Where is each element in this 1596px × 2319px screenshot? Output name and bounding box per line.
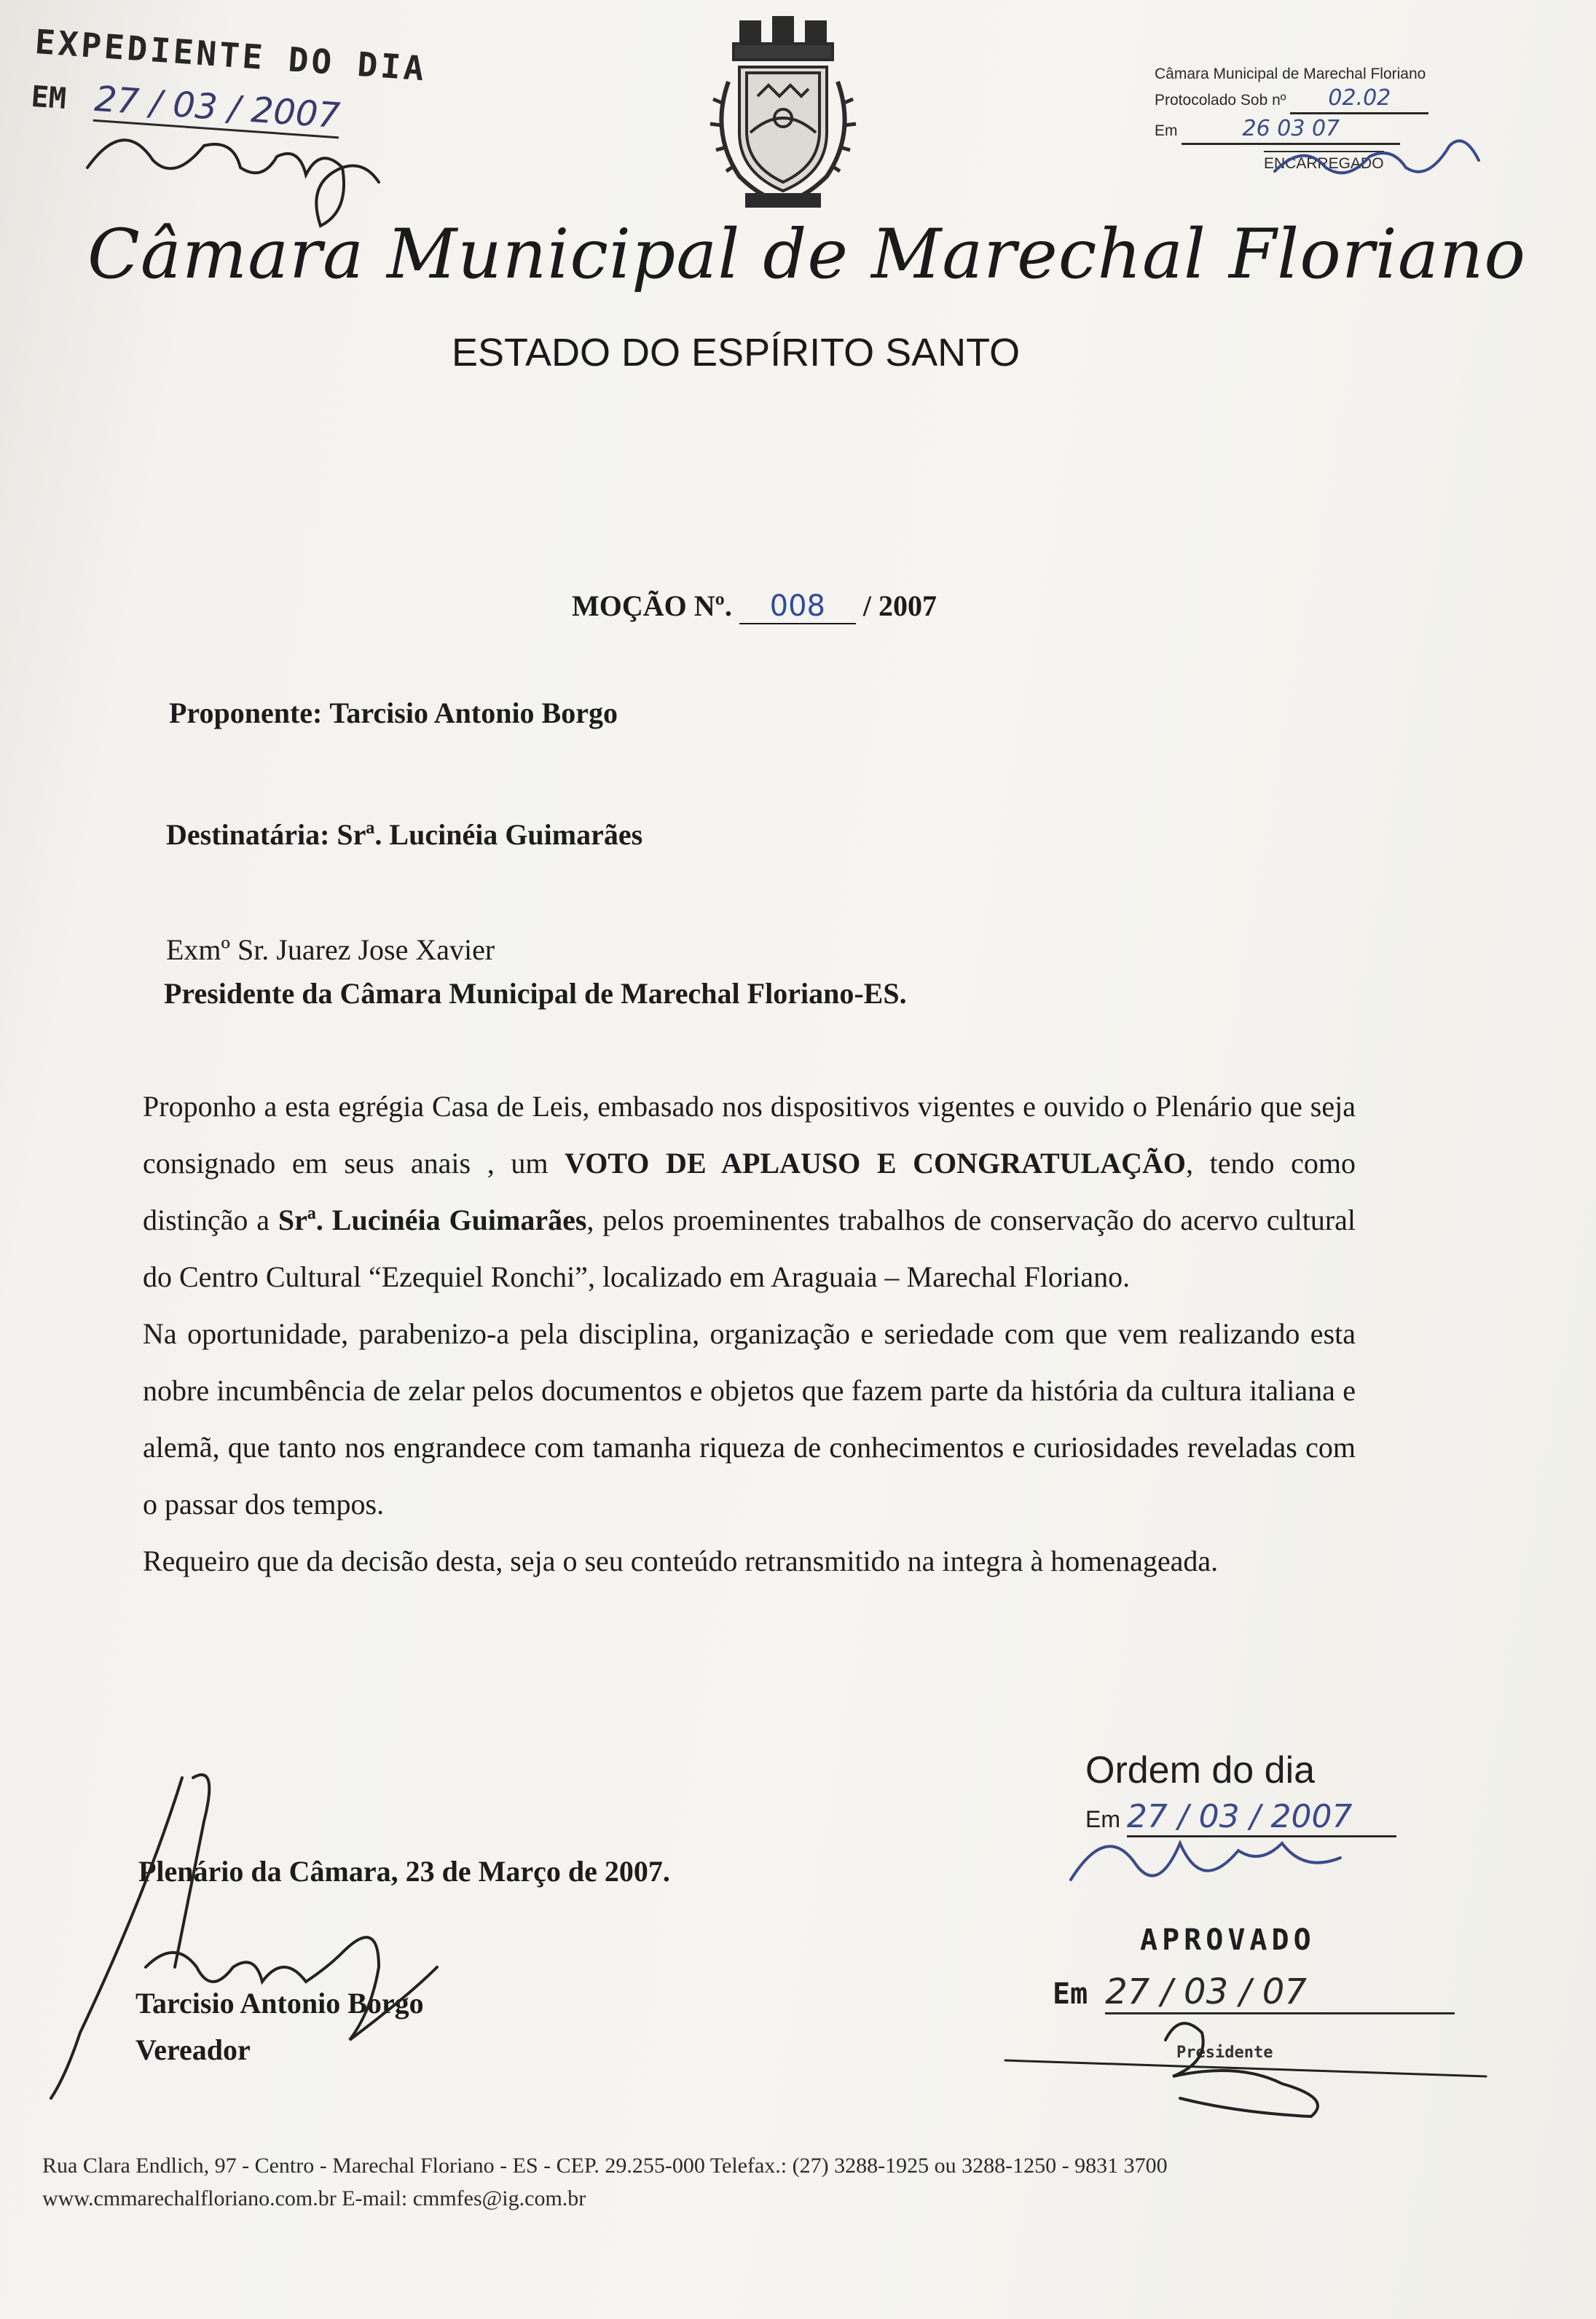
ordem-do-dia-signature bbox=[1071, 1843, 1340, 1880]
protocol-stamp-institution: Câmara Municipal de Marechal Floriano bbox=[1155, 66, 1426, 82]
footer-address: Rua Clara Endlich, 97 - Centro - Marechal Floriano - ES - CEP. 29.255-000 Telefax.: (27) 3288-1925 ou 3288-1250 - 9831 3700 bbox=[42, 2154, 1168, 2178]
body-p1-text-b: , tendo como distinção a bbox=[143, 1147, 1356, 1236]
body-p1-bold-honoree: Srª. Lucinéia Guimarães bbox=[278, 1204, 587, 1236]
mocao-year: / 2007 bbox=[862, 589, 937, 622]
proponente-line bbox=[169, 696, 618, 730]
letterhead-subtitle: ESTADO DO ESPÍRITO SANTO bbox=[452, 331, 1021, 374]
ordem-do-dia-date-line bbox=[1085, 1798, 1428, 1837]
expediente-stamp-date: 27 / 03 / 2007 bbox=[93, 79, 342, 138]
addressee-title: Presidente da Câmara Municipal de Marechal Floriano-ES. bbox=[164, 977, 907, 1010]
signer-role: Vereador bbox=[135, 2033, 251, 2066]
ordem-do-dia-title: Ordem do dia bbox=[1085, 1749, 1316, 1792]
body-paragraph-1 bbox=[143, 1078, 1356, 1306]
top-left-signature bbox=[87, 140, 379, 226]
letterhead-title: Câmara Municipal de Marechal Floriano bbox=[87, 215, 1527, 294]
destinataria-name: Srª. Lucinéia Guimarães bbox=[337, 818, 643, 851]
signer-name: Tarcisio Antonio Borgo bbox=[135, 1987, 424, 2020]
aprovado-date-line bbox=[1053, 1971, 1490, 2014]
destinataria-line bbox=[166, 817, 642, 852]
mocao-label: MOÇÃO Nº. bbox=[572, 589, 732, 622]
plenario-date-line: Plenário da Câmara, 23 de Março de 2007. bbox=[138, 1855, 670, 1888]
body-paragraph-3: Requeiro que da decisão desta, seja o seu conteúdo retransmitido na integra à homenageada. bbox=[143, 1545, 1219, 1577]
signer-block bbox=[135, 1980, 424, 2073]
protocol-stamp bbox=[1155, 64, 1533, 174]
body-p1-bold-vote: VOTO DE APLAUSO E CONGRATULAÇÃO bbox=[565, 1147, 1186, 1180]
ordem-do-dia-em-label: Em bbox=[1085, 1806, 1120, 1832]
protocol-date-label: Em bbox=[1155, 122, 1178, 140]
proponente-name: Tarcisio Antonio Borgo bbox=[329, 697, 618, 729]
addressee-name: Exmº Sr. Juarez Jose Xavier bbox=[166, 933, 495, 966]
protocol-number-label: Protocolado Sob nº bbox=[1155, 92, 1286, 109]
aprovado-em-label: Em bbox=[1053, 1977, 1088, 2011]
aprovado-presidente-label: Presidente bbox=[1176, 2044, 1273, 2062]
municipal-crest-icon bbox=[688, 16, 878, 213]
body-paragraph-2: Na oportunidade, parabenizo-a pela disciplina, organização e seriedade com que vem realizando esta nobre incumbência de zelar pelos documentos e objetos que fazem parte da história da cultura italiana e alemã, que tanto nos engrandece com tamanha riqueza de conhecimentos e curiosidades reveladas com o passar dos tempos. bbox=[143, 1317, 1356, 1521]
protocol-encarregado-label: ENCARREGADO bbox=[1264, 151, 1384, 173]
protocol-date-value: 26 03 07 bbox=[1182, 114, 1400, 145]
expediente-stamp bbox=[30, 22, 444, 146]
body-p1-text-a: Proponho a esta egrégia Casa de Leis, embasado nos dispositivos vigentes e ouvido o Plenário que seja consignado em seus anais , um bbox=[143, 1090, 1356, 1180]
body-p1-text-c: , pelos proeminentes trabalhos de conservação do acervo cultural do Centro Cultural “Ezequiel Ronchi”, localizado em Araguaia – Marechal Floriano. bbox=[143, 1204, 1356, 1293]
aprovado-title: APROVADO bbox=[1140, 1923, 1316, 1957]
expediente-stamp-title: EXPEDIENTE DO DIA bbox=[34, 22, 428, 89]
proponente-label: Proponente: bbox=[169, 697, 323, 729]
letterhead-footer bbox=[42, 2149, 1557, 2215]
expediente-stamp-prefix: EM bbox=[30, 79, 68, 117]
aprovado-date: 27 / 03 / 07 bbox=[1105, 1971, 1455, 2014]
footer-web-email: www.cmmarechalfloriano.com.br E-mail: cmmfes@ig.com.br bbox=[42, 2186, 586, 2210]
protocol-stamp-date-line bbox=[1155, 114, 1533, 145]
mocao-body bbox=[143, 1078, 1356, 1590]
mocao-heading bbox=[572, 589, 937, 624]
protocol-number-value: 02.02 bbox=[1290, 84, 1428, 114]
aprovado-stamp bbox=[1053, 1923, 1490, 2062]
ordem-do-dia-stamp bbox=[1085, 1749, 1428, 1837]
mocao-number: 008 bbox=[739, 589, 856, 624]
destinataria-label: Destinatária: bbox=[166, 818, 330, 851]
ordem-do-dia-date: 27 / 03 / 2007 bbox=[1127, 1798, 1396, 1837]
protocol-stamp-number-line bbox=[1155, 84, 1533, 114]
